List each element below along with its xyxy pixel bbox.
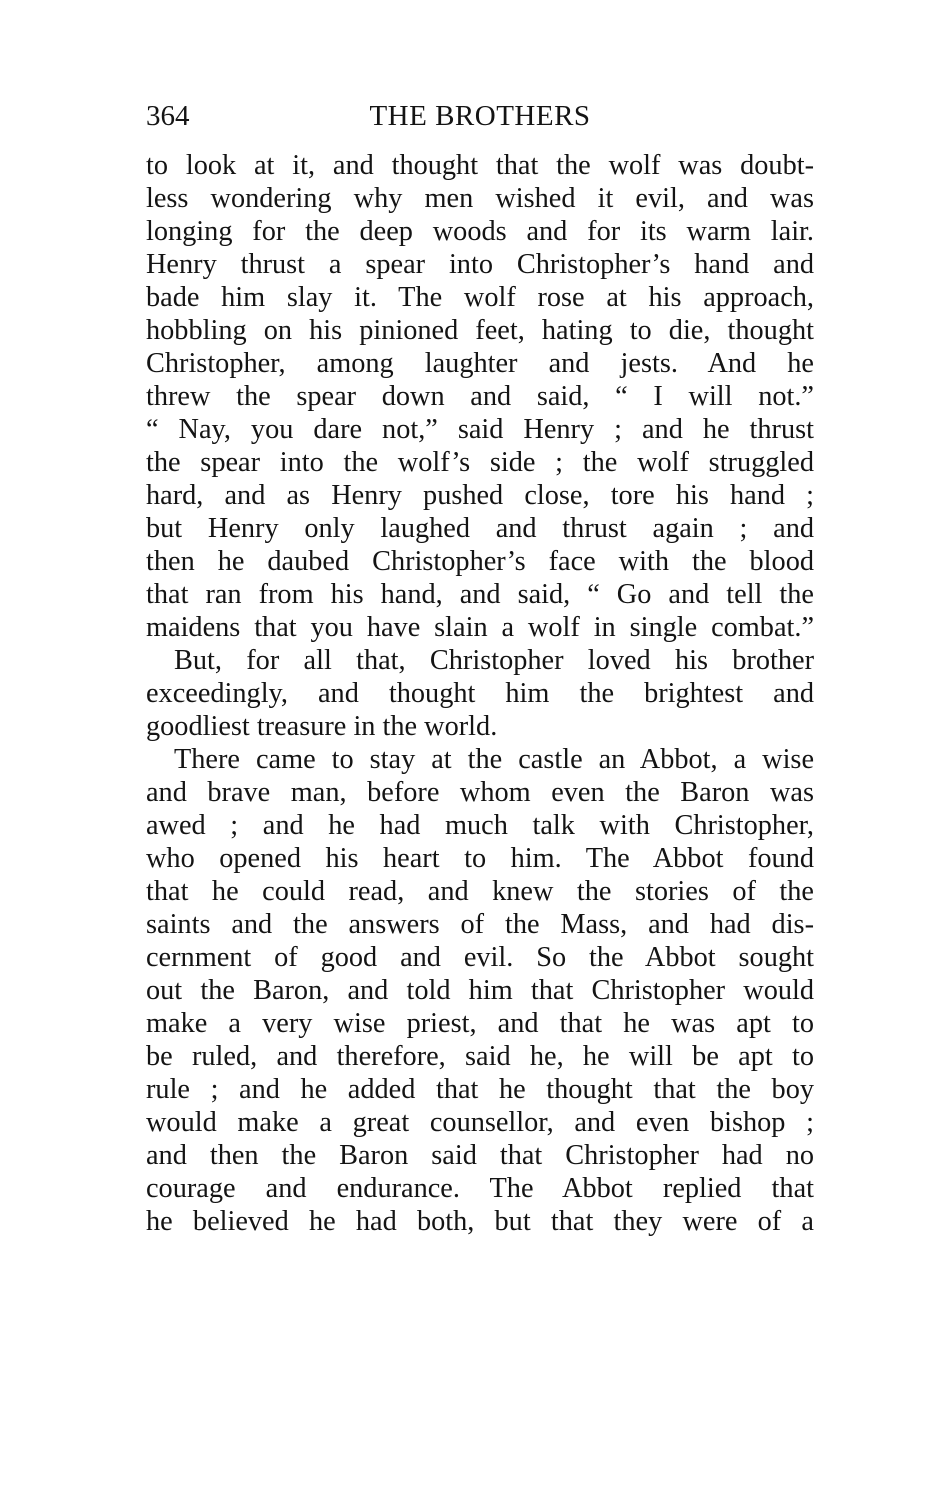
text-line: the spear into the wolf’s side ; the wolf struggled xyxy=(146,447,814,478)
text-line: goodliest treasure in the world. xyxy=(146,711,498,742)
text-line: and brave man, before whom even the Baron was xyxy=(146,777,814,808)
text-line: less wondering why men wished it evil, and was xyxy=(146,183,814,214)
text-line: to look at it, and thought that the wolf was doubt- xyxy=(146,150,814,181)
text-line: “ Nay, you dare not,” said Henry ; and he thrust xyxy=(146,414,814,445)
text-line: he believed he had both, but that they were of a xyxy=(146,1206,814,1237)
text-line: out the Baron, and told him that Christopher would xyxy=(146,975,814,1006)
text-line: There came to stay at the castle an Abbot, a wise xyxy=(174,744,814,775)
text-line: bade him slay it. The wolf rose at his approach, xyxy=(146,282,814,313)
text-line: exceedingly, and thought him the brightest and xyxy=(146,678,814,709)
body-text xyxy=(146,149,814,1238)
text-line: courage and endurance. The Abbot replied that xyxy=(146,1173,814,1204)
text-line: awed ; and he had much talk with Christopher, xyxy=(146,810,814,841)
text-line: threw the spear down and said, “ I will not.” xyxy=(146,381,814,412)
text-line: that he could read, and knew the stories of the xyxy=(146,876,814,907)
text-line: be ruled, and therefore, said he, he will be apt to xyxy=(146,1041,814,1072)
text-line: Henry thrust a spear into Christopher’s hand and xyxy=(146,249,814,280)
page-header xyxy=(146,96,814,136)
text-line: who opened his heart to him. The Abbot found xyxy=(146,843,814,874)
text-line: would make a great counsellor, and even bishop ; xyxy=(146,1107,814,1138)
text-line: but Henry only laughed and thrust again ; and xyxy=(146,513,814,544)
text-line: maidens that you have slain a wolf in single combat.” xyxy=(146,612,814,643)
text-line: hard, and as Henry pushed close, tore his hand ; xyxy=(146,480,814,511)
text-line: saints and the answers of the Mass, and had dis- xyxy=(146,909,814,940)
text-line: rule ; and he added that he thought that the boy xyxy=(146,1074,814,1105)
text-line: that ran from his hand, and said, “ Go and tell the xyxy=(146,579,814,610)
text-line: and then the Baron said that Christopher had no xyxy=(146,1140,814,1171)
text-line: longing for the deep woods and for its warm lair. xyxy=(146,216,814,247)
text-line: But, for all that, Christopher loved his brother xyxy=(174,645,814,676)
text-line: Christopher, among laughter and jests. And he xyxy=(146,348,814,379)
text-line: cernment of good and evil. So the Abbot sought xyxy=(146,942,814,973)
page-number: 364 xyxy=(146,100,190,132)
running-title: THE BROTHERS xyxy=(369,100,591,132)
text-line: then he daubed Christopher’s face with the blood xyxy=(146,546,814,577)
text-line: make a very wise priest, and that he was apt to xyxy=(146,1008,814,1039)
text-line: hobbling on his pinioned feet, hating to die, thought xyxy=(146,315,814,346)
